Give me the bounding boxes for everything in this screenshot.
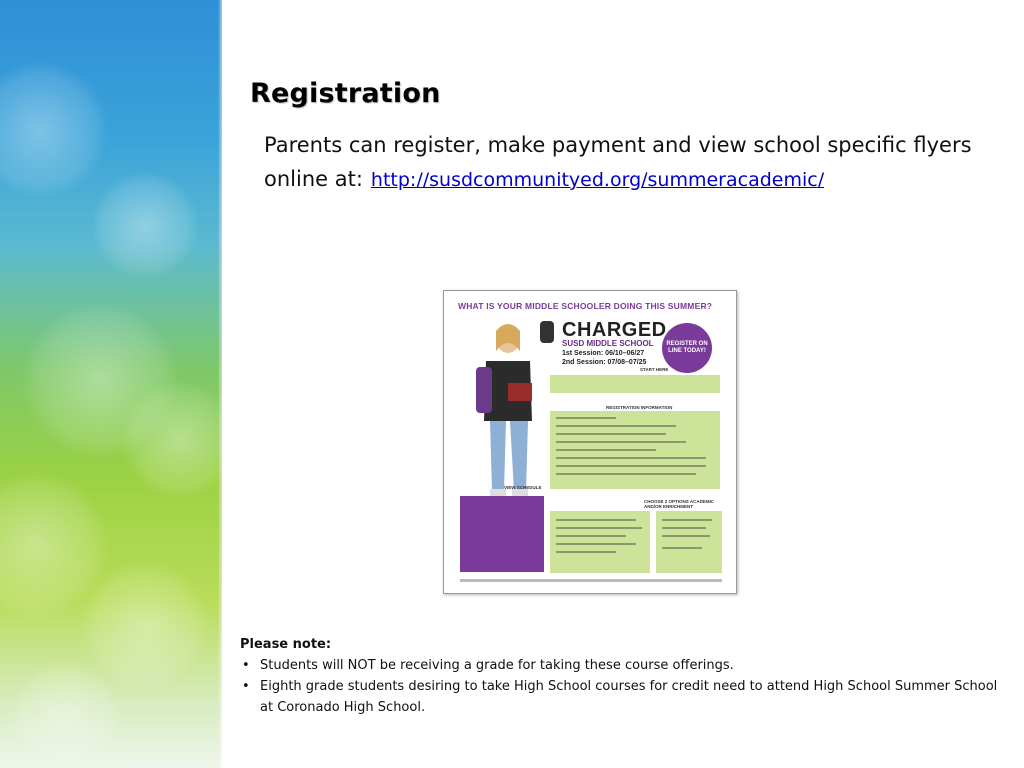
registration-link[interactable]: http://susdcommunityed.org/summeracademic/ [370,169,825,191]
flyer-program-name: SUSD MIDDLE SCHOOL [562,339,654,348]
student-figure [474,321,544,499]
note-list [240,655,1000,718]
note-bullet: • Students will NOT be receiving a grade for taking these course offerings. [240,655,1000,676]
flyer-register-badge: REGISTER ON LINE TODAY! [662,323,712,373]
flyer-image [443,290,737,594]
flyer-sessions: 1st Session: 06/10–06/27 2nd Session: 07/08–07/25 [562,350,647,366]
note-heading: Please note: [240,637,332,652]
flyer-start-box [550,375,720,393]
intro-paragraph [264,128,984,197]
flyer-headline: WHAT IS YOUR MIDDLE SCHOOLER DOING THIS SUMMER? [458,301,713,311]
intro-text: Parents can register, make payment and view school specific flyers online at: [264,133,972,191]
flyer-charged-title: CHARGED [562,319,667,341]
registration-info-label: REGISTRATION INFORMATION [606,405,673,410]
view-schedule-label: VIEW SCHEDULE [504,485,542,490]
choose-options-label: CHOOSE 2 OPTIONS ACADEMIC AND/OR ENRICHMENT [644,499,715,509]
note-section [240,634,1000,718]
flyer-schedule-box [460,496,544,572]
decorative-sidebar [0,0,222,768]
plug-icon [540,321,554,343]
slide-title: Registration [250,78,441,109]
note-bullet: • Eighth grade students desiring to take High School courses for credit need to attend High School Summer School at Coronado High School. [240,676,1000,718]
start-here-label: START HERE [640,367,669,372]
